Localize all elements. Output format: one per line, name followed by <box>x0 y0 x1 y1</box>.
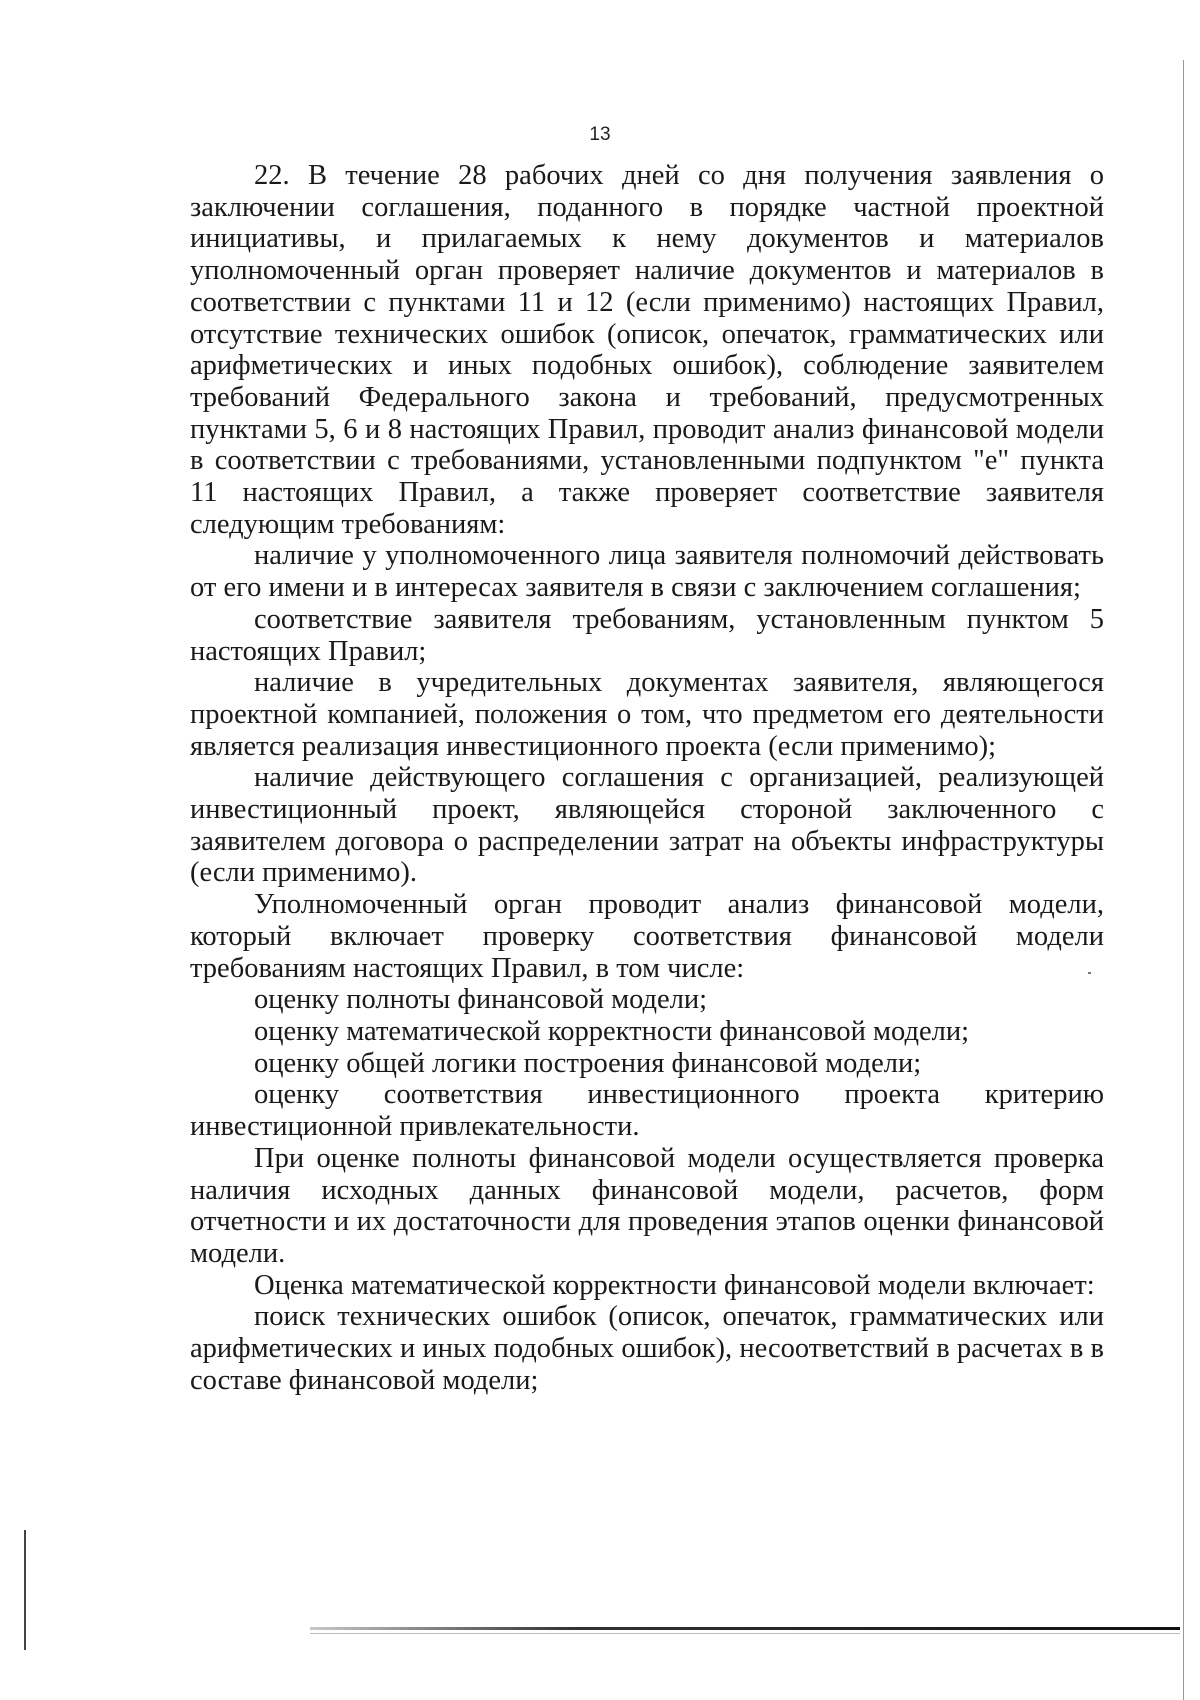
paragraph-model-math: оценку математической корректности финансовой модели; <box>254 1015 969 1047</box>
scan-line-bottom <box>310 1627 1180 1630</box>
paragraph-error-search: поиск технических ошибок (описок, опечаток, грамматических или арифметических и иных подобных ошибок), несоответствий в расчетах в в составе финансовой модели; <box>190 1301 1104 1396</box>
paragraph-requirement-clause-5: соответствие заявителя требованиям, установленным пунктом 5 настоящих Правил; <box>190 603 1104 667</box>
paragraph-requirement-agreement: наличие действующего соглашения с организацией, реализующей инвестиционный проект, являющейся стороной заключенного с заявителем договора о распределении затрат на объекты инфраструктуры (если применимо). <box>190 762 1104 889</box>
paragraph-model-logic: оценку общей логики построения финансовой модели; <box>254 1047 922 1079</box>
scan-line-bottom-thin <box>310 1633 1180 1634</box>
paragraph-model-attractiveness: оценку соответствия инвестиционного проекта критерию инвестиционной привлекательности. <box>190 1079 1104 1143</box>
paragraph-requirement-founding-docs: наличие в учредительных документах заявителя, являющегося проектной компанией, положения о том, что предметом его деятельности является реализация инвестиционного проекта (если применимо); <box>190 667 1104 762</box>
paragraph-item-22: 22. В течение 28 рабочих дней со дня получения заявления о заключении соглашения, поданного в порядке частной проектной инициативы, и прилагаемых к нему документов и материалов уполномоченный орган проверяет наличие документов и материалов в соответствии с пунктами 11 и 12 (если применимо) настоящих Правил, отсутствие технических ошибок (описок, опечаток, грамматических или арифметических и иных подобных ошибок), соблюдение заявителем требований Федерального закона и требований, предусмотренных пунктами 5, 6 и 8 настоящих Правил, проводит анализ финансовой модели в соответствии с требованиями, установленными подпунктом "е" пункта 11 настоящих Правил, а также проверяет соответствие заявителя следующим требованиям: <box>190 160 1104 540</box>
paragraph-model-completeness: оценку полноты финансовой модели; <box>254 984 708 1016</box>
scan-edge-left <box>24 1530 26 1650</box>
page-number: 13 <box>589 124 611 145</box>
document-body <box>190 160 1104 1396</box>
scan-edge-right <box>1183 60 1184 1700</box>
paragraph-completeness-check: При оценке полноты финансовой модели осуществляется проверка наличия исходных данных финансовой модели, расчетов, форм отчетности и их достаточности для проведения этапов оценки финансовой модели. <box>190 1142 1104 1269</box>
paragraph-requirement-authority: наличие у уполномоченного лица заявителя полномочий действовать от его имени и в интересах заявителя в связи с заключением соглашения; <box>190 540 1104 604</box>
paragraph-model-analysis: Уполномоченный орган проводит анализ финансовой модели, который включает проверку соответствия финансовой модели требованиям настоящих Правил, в том числе: <box>190 889 1104 984</box>
paragraph-math-correctness: Оценка математической корректности финансовой модели включает: <box>254 1269 1095 1301</box>
